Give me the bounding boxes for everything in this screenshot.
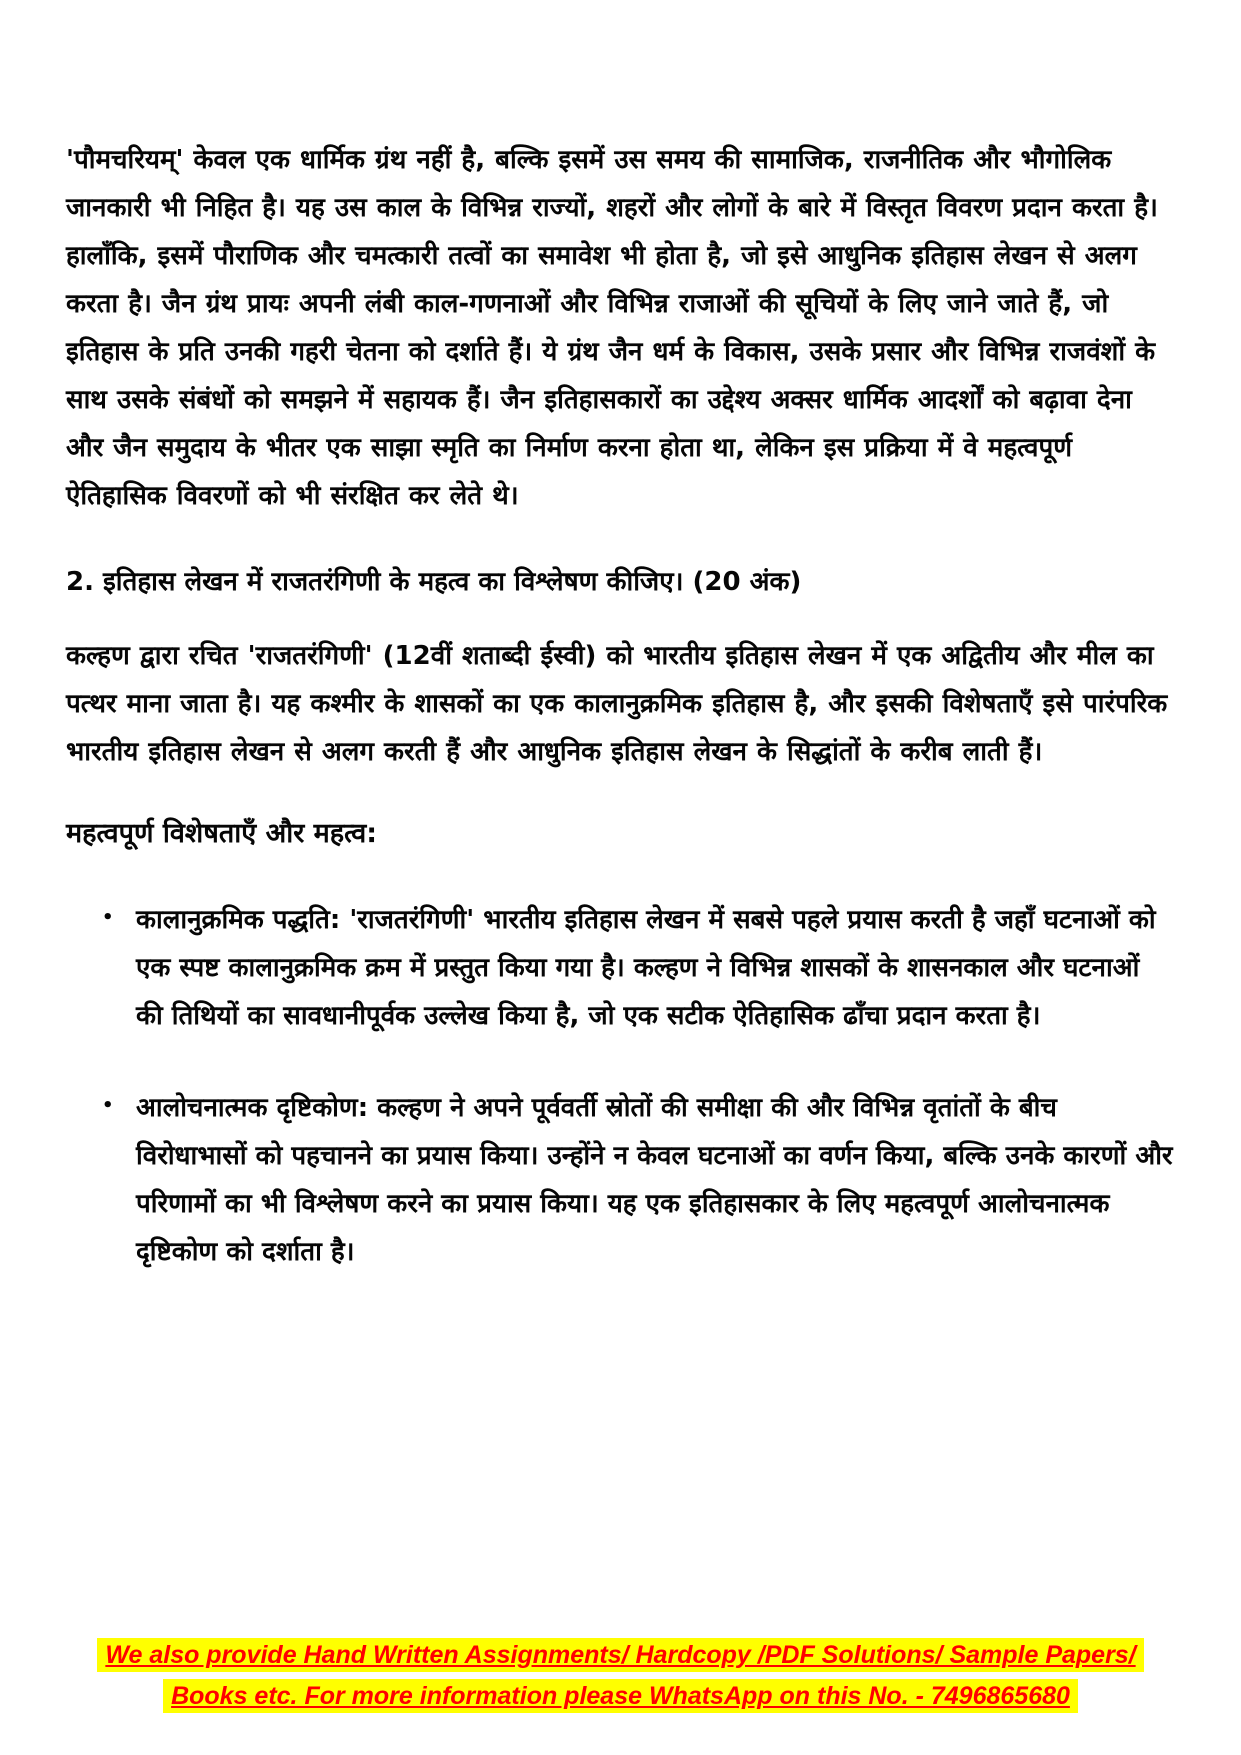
features-bullet-list	[66, 896, 1173, 1276]
footer-line-1-wrap	[0, 1635, 1241, 1676]
bullet-marker-icon: •	[102, 1095, 114, 1116]
footer-line-2-wrap	[0, 1676, 1241, 1717]
footer-banner	[0, 1635, 1241, 1717]
bullet-marker-icon: •	[102, 907, 114, 928]
bullet-item-critical-approach	[66, 1084, 1173, 1276]
bullet-item-chronological-method	[66, 896, 1173, 1040]
bullet-text-chronological: 'राजतरंगिणी' भारतीय इतिहास लेखन में सबसे पहले प्रयास करती है जहाँ घटनाओं को एक स्पष्ट कालानुक्रमिक क्रम में प्रस्तुत किया गया है। कल्हण ने विभिन्न शासकों के शासनकाल और घटनाओं की तिथियों का सावधानीपूर्वक उल्लेख किया है, जो एक सटीक ऐतिहासिक ढाँचा प्रदान करता है।	[136, 905, 1156, 1031]
footer-line-1: We also provide Hand Written Assignments/ Hardcopy /PDF Solutions/ Sample Papers/	[97, 1638, 1143, 1672]
paragraph-jain-texts: 'पौमचरियम्' केवल एक धार्मिक ग्रंथ नहीं है, बल्कि इसमें उस समय की सामाजिक, राजनीतिक और भौगोलिक जानकारी भी निहित है। यह उस काल के विभिन्न राज्यों, शहरों और लोगों के बारे में विस्तृत विवरण प्रदान करता है। हालाँकि, इसमें पौराणिक और चमत्कारी तत्वों का समावेश भी होता है, जो इसे आधुनिक इतिहास लेखन से अलग करता है। जैन ग्रंथ प्रायः अपनी लंबी काल-गणनाओं और विभिन्न राजाओं की सूचियों के लिए जाने जाते हैं, जो इतिहास के प्रति उनकी गहरी चेतना को दर्शाते हैं। ये ग्रंथ जैन धर्म के विकास, उसके प्रसार और विभिन्न राजवंशों के साथ उसके संबंधों को समझने में सहायक हैं। जैन इतिहासकारों का उद्देश्य अक्सर धार्मिक आदर्शों को बढ़ावा देना और जैन समुदाय के भीतर एक साझा स्मृति का निर्माण करना होता था, लेकिन इस प्रक्रिया में वे महत्वपूर्ण ऐतिहासिक विवरणों को भी संरक्षित कर लेते थे।	[66, 145, 1158, 511]
bullet-text-critical: कल्हण ने अपने पूर्ववर्ती स्रोतों की समीक्षा की और विभिन्न वृतांतों के बीच विरोधाभासों को पहचानने का प्रयास किया। उन्होंने न केवल घटनाओं का वर्णन किया, बल्कि उनके कारणों और परिणामों का भी विश्लेषण करने का प्रयास किया। यह एक इतिहासकार के लिए महत्वपूर्ण आलोचनात्मक दृष्टिकोण को दर्शाता है।	[136, 1093, 1173, 1267]
bullet-lead-critical: आलोचनात्मक दृष्टिकोण:	[136, 1093, 369, 1123]
bullet-lead-chronological: कालानुक्रमिक पद्धति:	[136, 905, 341, 935]
question-2-heading: 2. इतिहास लेखन में राजतरंगिणी के महत्व का विश्लेषण कीजिए। (20 अंक)	[66, 567, 802, 597]
features-heading: महत्वपूर्ण विशेषताएँ और महत्व:	[66, 818, 378, 849]
paragraph-rajatarangini-intro: कल्हण द्वारा रचित 'राजतरंगिणी' (12वीं शताब्दी ईस्वी) को भारतीय इतिहास लेखन में एक अद्वितीय और मील का पत्थर माना जाता है। यह कश्मीर के शासकों का एक कालानुक्रमिक इतिहास है, और इसकी विशेषताएँ इसे पारंपरिक भारतीय इतिहास लेखन से अलग करती हैं और आधुनिक इतिहास लेखन के सिद्धांतों के करीब लाती हैं।	[66, 641, 1168, 767]
footer-line-2: Books etc. For more information please WhatsApp on this No. - 7496865680	[163, 1679, 1078, 1713]
